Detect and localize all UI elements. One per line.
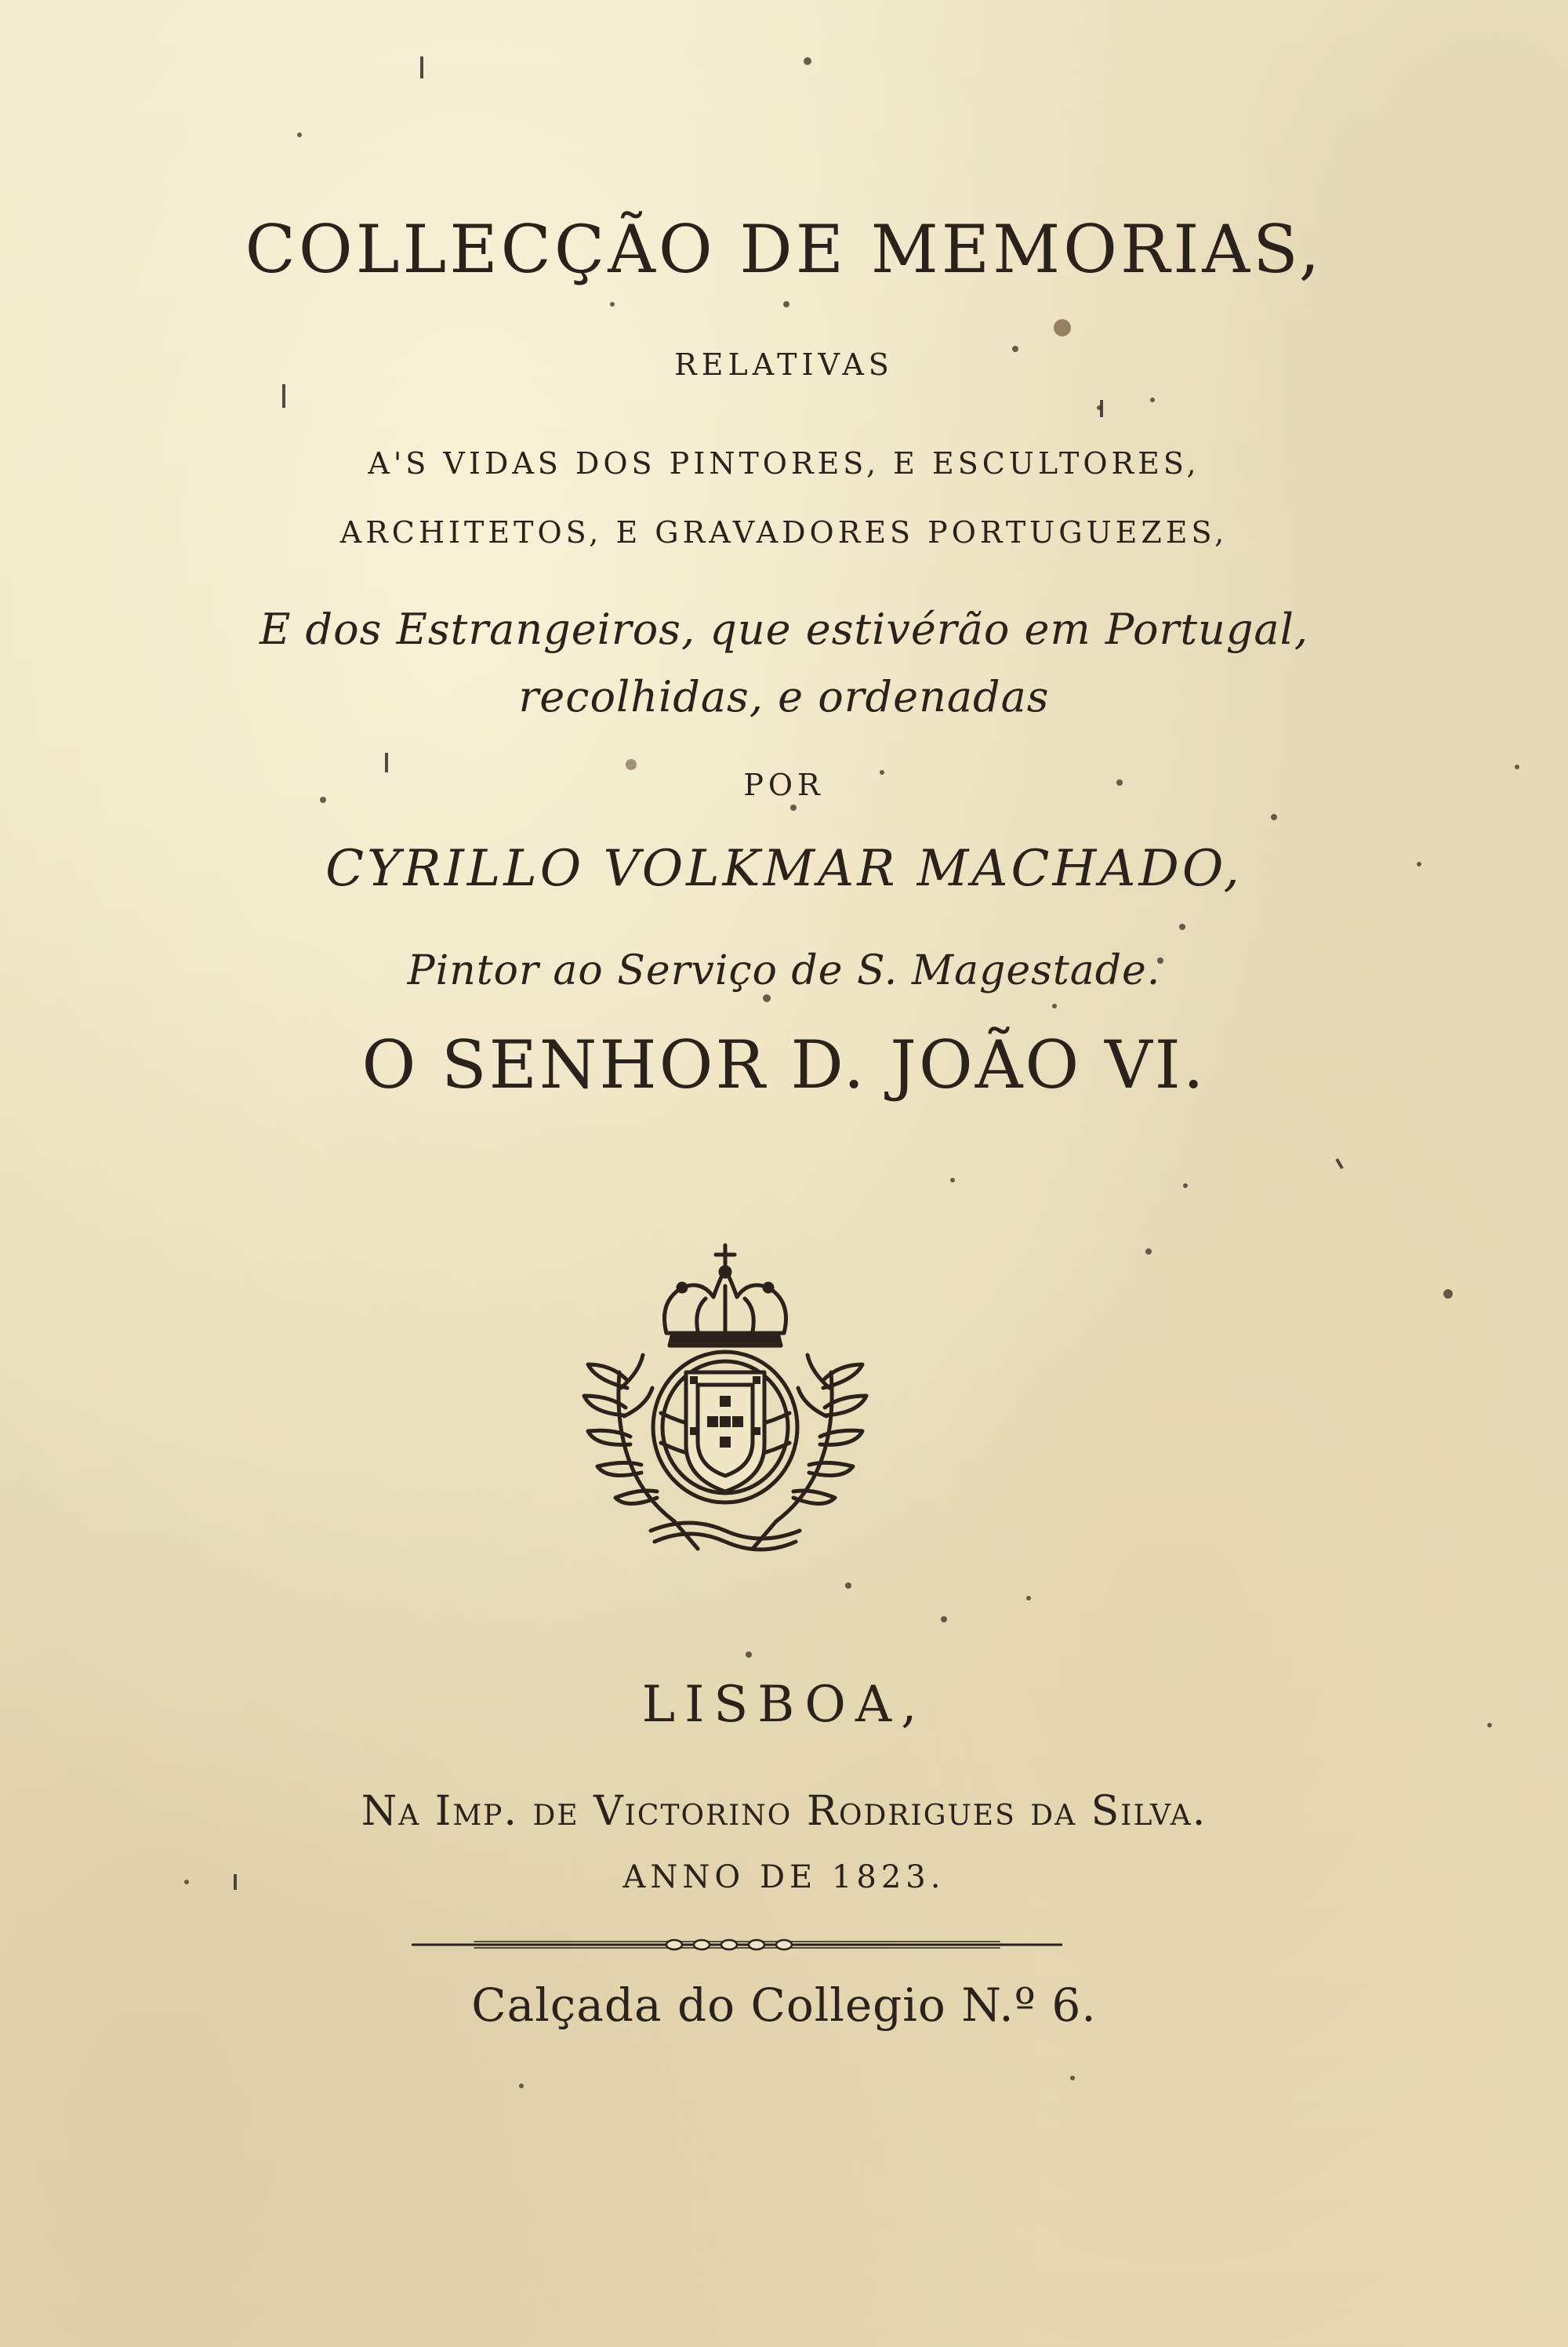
royal-coat-of-arms-icon [580, 1239, 870, 1553]
ornamental-divider [412, 1937, 1062, 1953]
book-title: COLLECÇÃO DE MEMORIAS, [245, 211, 1323, 288]
subtitle-relativas: RELATIVAS [674, 347, 894, 382]
imprint-printer: Na Imp. de Victorino Rodrigues da Silva. [361, 1788, 1207, 1835]
subject-line-1: A'S VIDAS DOS PINTORES, E ESCULTORES, [368, 446, 1200, 481]
author-name: CYRILLO VOLKMAR MACHADO, [325, 840, 1243, 898]
imprint-year: ANNO DE 1823. [622, 1859, 946, 1895]
subject-line-2: ARCHITETOS, E GRAVADORES PORTUGUEZES, [339, 515, 1229, 550]
subject-line-4: recolhidas, e ordenadas [518, 672, 1050, 721]
king-name: O SENHOR D. JOÃO VI. [361, 1026, 1207, 1103]
subject-line-3: E dos Estrangeiros, que estivérão em Portugal, [259, 605, 1309, 654]
author-office: Pintor ao Serviço de S. Magestade. [407, 947, 1161, 994]
imprint-place: LISBOA, [641, 1676, 927, 1734]
by-label: POR [743, 768, 825, 802]
imprint-address: Calçada do Collegio N.º 6. [471, 1978, 1097, 2032]
